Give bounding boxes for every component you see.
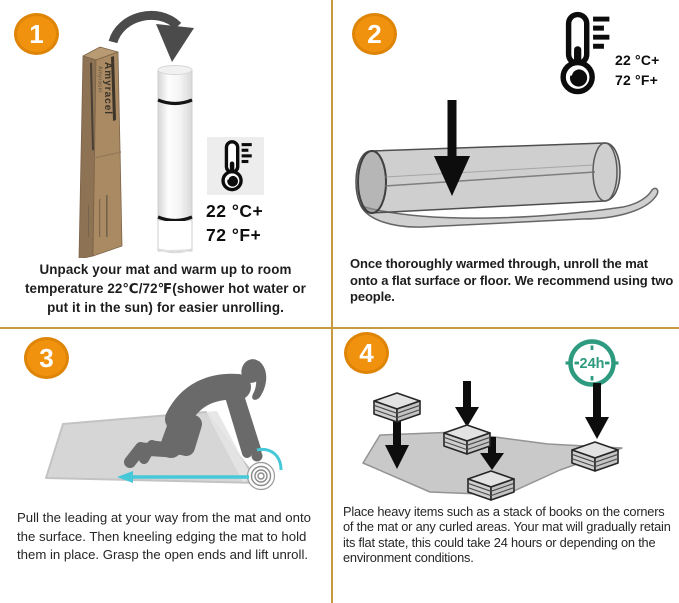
timer-label: 24h <box>579 356 605 372</box>
step-4-number: 4 <box>359 337 374 368</box>
step-1-caption: Unpack your mat and warm up to room temperature 22℃/72℉(shower hot water or put it in the sun) for easier unrolling. <box>25 262 306 315</box>
packaging-box <box>79 47 122 258</box>
step-1-panel <box>0 0 331 327</box>
rolled-mat <box>158 66 192 253</box>
step-2-number: 2 <box>367 18 382 49</box>
step-1-number: 1 <box>29 18 44 49</box>
step-2-caption: Once thoroughly warmed through, unroll the mat onto a flat surface or floor. We recommend using two people. <box>350 256 674 304</box>
thermometer-tile <box>207 137 264 195</box>
curled-mat <box>356 143 658 227</box>
step-3-number: 3 <box>39 342 54 373</box>
temperature-label <box>206 199 324 247</box>
temp-celsius: 22 °C+ <box>206 201 264 221</box>
temp-fahrenheit: 72 °F+ <box>615 72 658 88</box>
thermometer-icon <box>213 139 259 193</box>
unbox-curved-arrow-icon <box>113 15 194 62</box>
temp-fahrenheit: 72 °F+ <box>206 225 262 245</box>
step-4-panel <box>333 329 679 603</box>
step-4-caption: Place heavy items such as a stack of books on the corners of the mat or any curled areas. Your mat will gradually retain its flat state, this could take 24 hours or depending on the environment conditions. <box>343 504 671 565</box>
temp-celsius: 22 °C+ <box>615 52 660 68</box>
step-2-illustration <box>333 0 679 250</box>
step-3-caption: Pull the leading at your way from the mat and onto the surface. Then kneeling edging the mat to hold them in place. Grasp the open ends and lift unroll. <box>17 510 311 562</box>
step-3-panel <box>0 329 331 603</box>
step-2-panel <box>333 0 679 327</box>
box-brand-text: Amyracel <box>102 62 113 116</box>
mat-roll-spiral <box>248 463 275 490</box>
box-brand-text-small: Amyracel <box>96 66 103 93</box>
